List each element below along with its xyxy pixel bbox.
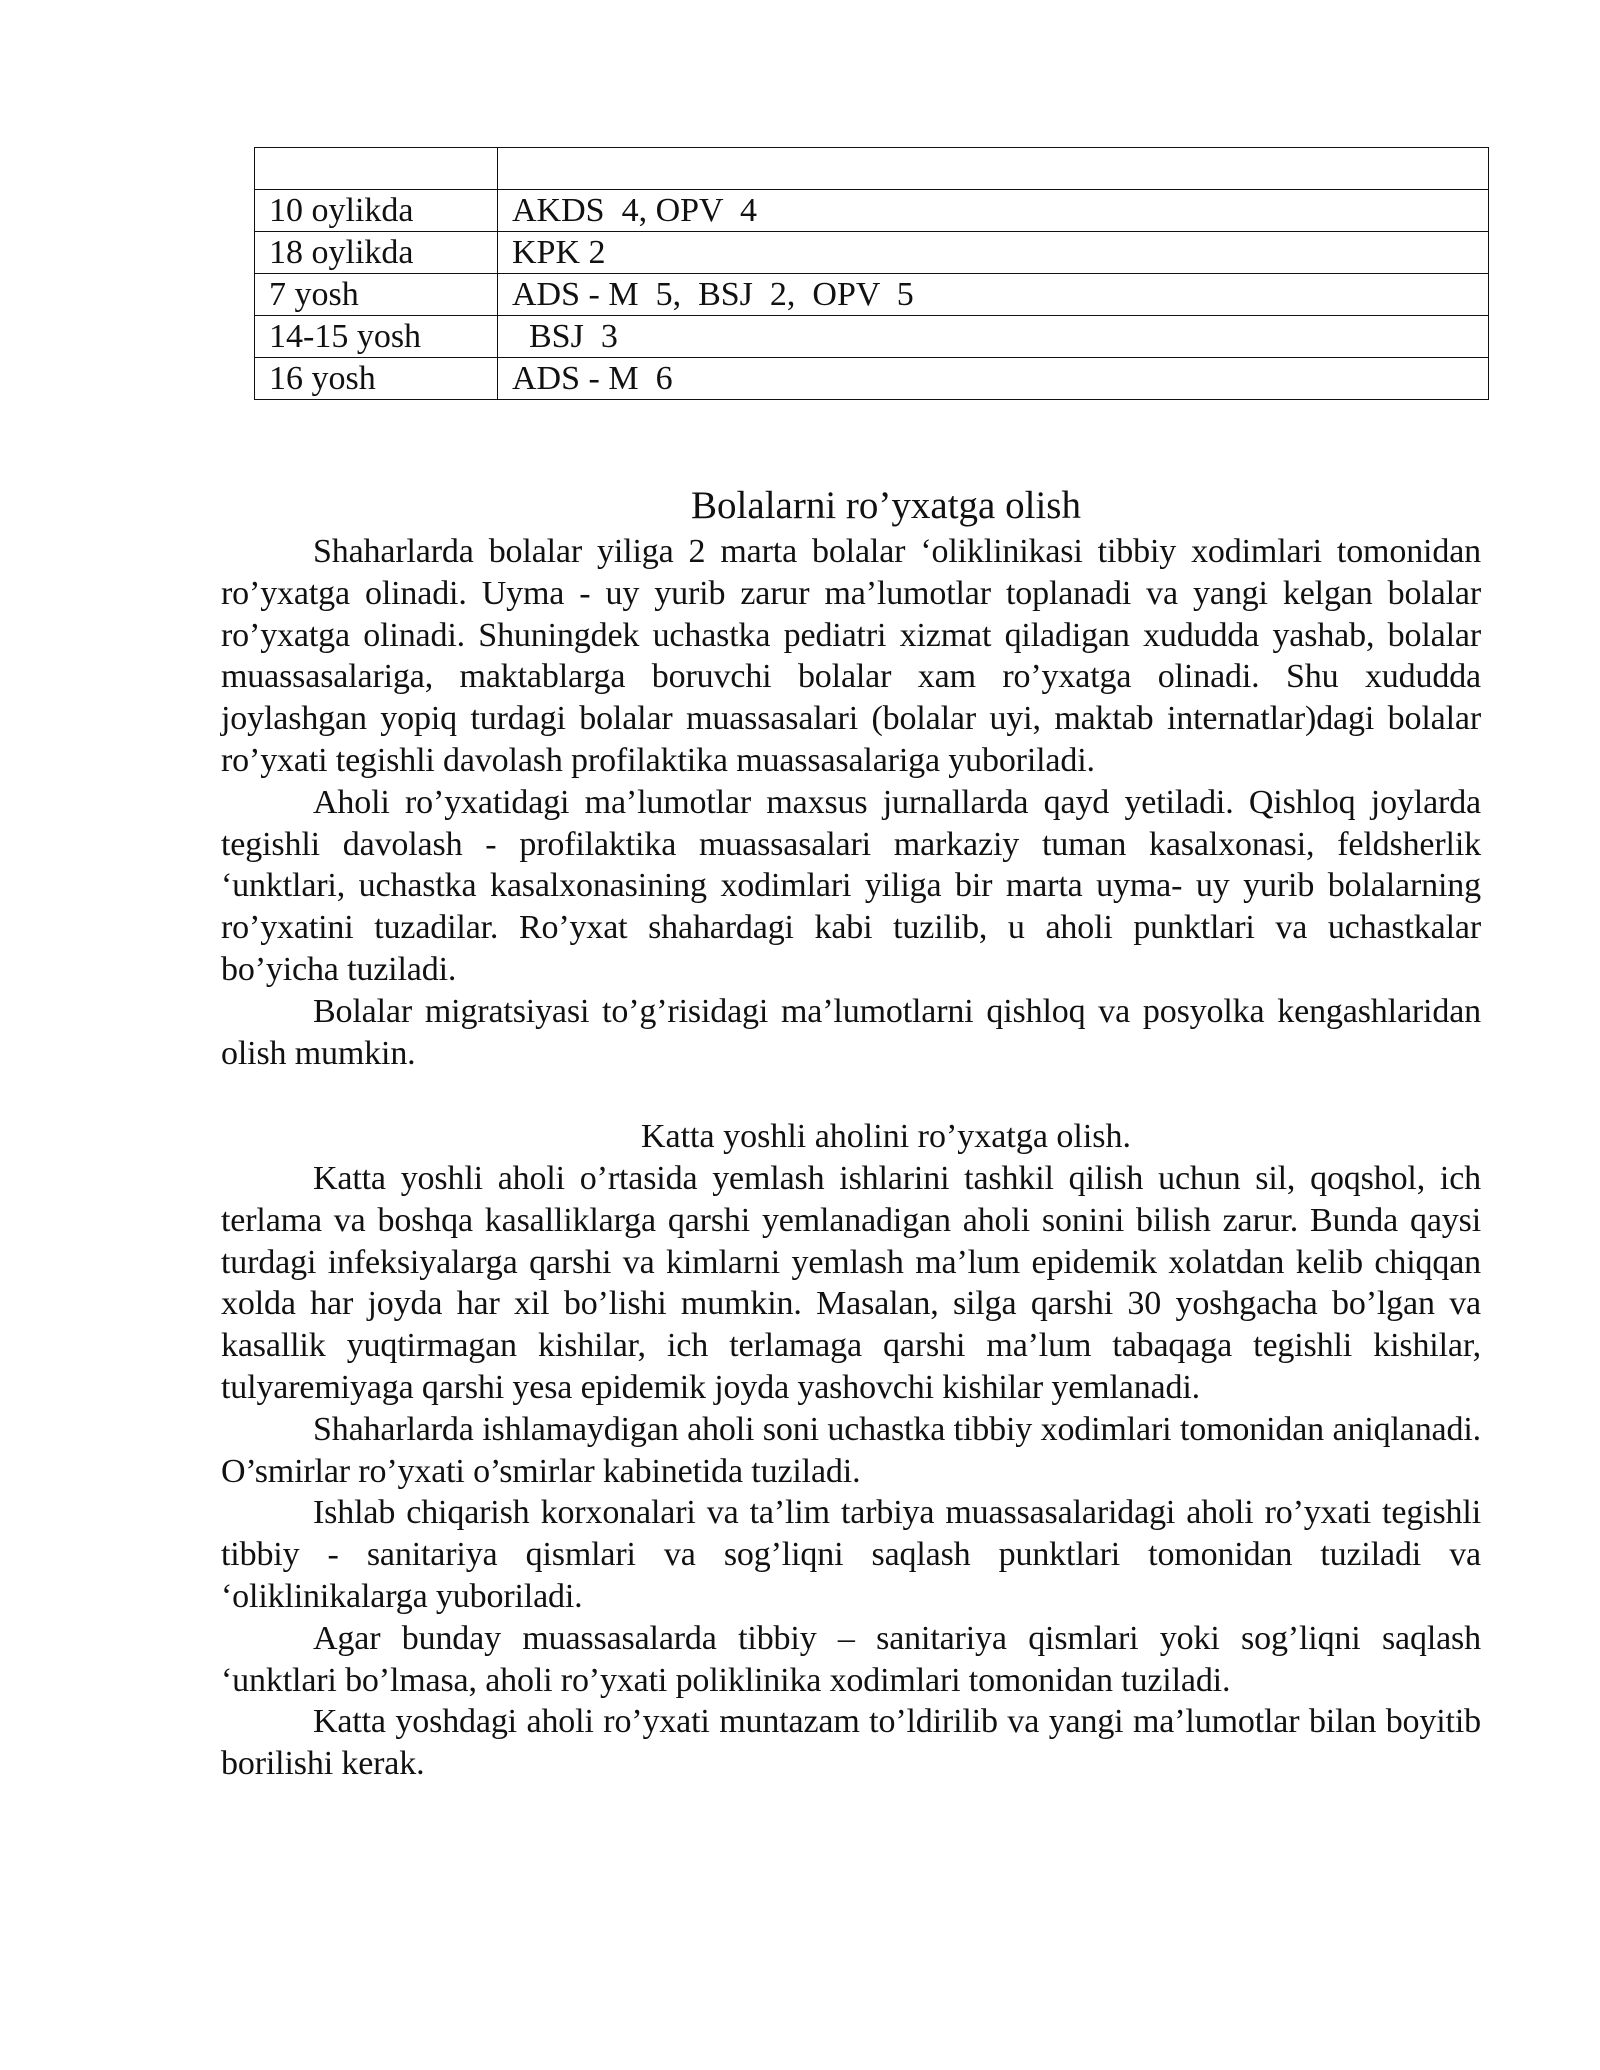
body-paragraph: Shaharlarda ishlamaydigan aholi soni uchastka tibbiy xodimlari tomonidan aniqlanadi. O’smirlar ro’yxati o’smirlar kabinetida tuziladi. — [221, 1410, 1481, 1490]
vaccines-cell: ADS - M 5, BSJ 2, OPV 5 — [498, 274, 1489, 316]
body-paragraph: Katta yoshli aholi o’rtasida yemlash ishlarini tashkil qilish uchun sil, qoqshol, ich terlama va boshqa kasalliklarga qarshi yemlanadigan aholi sonini bilish zarur. Bunda qaysi turdagi infeksiyalarga qarshi va kimlarni yemlash ma’lum epidemik xolatdan kelib chiqqan xolda har joyda har xil bo’lishi mumkin. Masalan, silga qarshi 30 yoshgacha bo’lgan va kasallik yuqtirmagan kishilar, ich terlamaga qarshi ma’lum tabaqaga tegishli kishilar, tulyaremiyaga qarshi yesa epidemik joyda yashovchi kishilar yemlanadi. — [221, 1159, 1481, 1406]
age-cell: 18 oylikda — [255, 232, 498, 274]
vaccines-cell: ADS - M 6 — [498, 358, 1489, 400]
age-cell: 10 oylikda — [255, 190, 498, 232]
document-body — [221, 481, 1481, 1785]
blank-line — [221, 1074, 1481, 1116]
age-cell — [255, 148, 498, 190]
table-row — [255, 358, 1489, 400]
body-paragraph: Aholi ro’yxatidagi ma’lumotlar maxsus jurnallarda qayd yetiladi. Qishloq joylarda tegishli davolash - profilaktika muassasalari markaziy tuman kasalxonasi, feldsherlik ‘unktlari, uchastka kasalxonasining xodimlari yiliga bir marta uyma- uy yurib bolalarning ro’yxatini tuzadilar. Ro’yxat shahardagi kabi tuzilib, u aholi punktlari va uchastkalar bo’yicha tuziladi. — [221, 783, 1481, 988]
vaccines-cell: AKDS 4, OPV 4 — [498, 190, 1489, 232]
vaccines-cell — [498, 148, 1489, 190]
vaccines-cell: KPK 2 — [498, 232, 1489, 274]
age-cell: 14-15 yosh — [255, 316, 498, 358]
table-row — [255, 232, 1489, 274]
vaccination-schedule-table — [254, 147, 1489, 400]
table-row — [255, 190, 1489, 232]
body-paragraph: Bolalar migratsiyasi to’g’risidagi ma’lumotlarni qishloq va posyolka kengashlaridan olish mumkin. — [221, 992, 1481, 1072]
body-paragraph: Katta yoshdagi aholi ro’yxati muntazam to’ldirilib va yangi ma’lumotlar bilan boyitib borilishi kerak. — [221, 1703, 1481, 1783]
table-row — [255, 148, 1489, 190]
table-row — [255, 274, 1489, 316]
body-paragraph: Shaharlarda bolalar yiliga 2 marta bolalar ‘oliklinikasi tibbiy xodimlari tomonidan ro’yxatga olinadi. Uyma - uy yurib zarur ma’lumotlar toplanadi va yangi kelgan bolalar ro’yxatga olinadi. Shuningdek uchastka pediatri xizmat qiladigan xududda yashab, bolalar muassasalariga, maktablarga boruvchi bolalar xam ro’yxatga olinadi. Shu xududda joylashgan yopiq turdagi bolalar muassasalari (bolalar uyi, maktab internatlar)dagi bolalar ro’yxati tegishli davolash profilaktika muassasalariga yuboriladi. — [221, 533, 1481, 779]
vaccines-cell: BSJ 3 — [498, 316, 1489, 358]
section-heading-adult-registration: Katta yoshli aholini ro’yxatga olish. — [640, 1118, 1132, 1156]
body-paragraph: Agar bunday muassasalarda tibbiy – sanitariya qismlari yoki sog’liqni saqlash ‘unktlari bo’lmasa, aholi ro’yxati poliklinika xodimlari tomonidan tuziladi. — [221, 1619, 1481, 1699]
section-heading-children-registration: Bolalarni ro’yxatga olish — [691, 484, 1081, 527]
age-cell: 7 yosh — [255, 274, 498, 316]
table-row — [255, 316, 1489, 358]
age-cell: 16 yosh — [255, 358, 498, 400]
body-paragraph: Ishlab chiqarish korxonalari va ta’lim tarbiya muassasalaridagi aholi ro’yxati tegishli tibbiy - sanitariya qismlari va sog’liqni saqlash punktlari tomonidan tuziladi va ‘oliklinikalarga yuboriladi. — [221, 1494, 1481, 1615]
